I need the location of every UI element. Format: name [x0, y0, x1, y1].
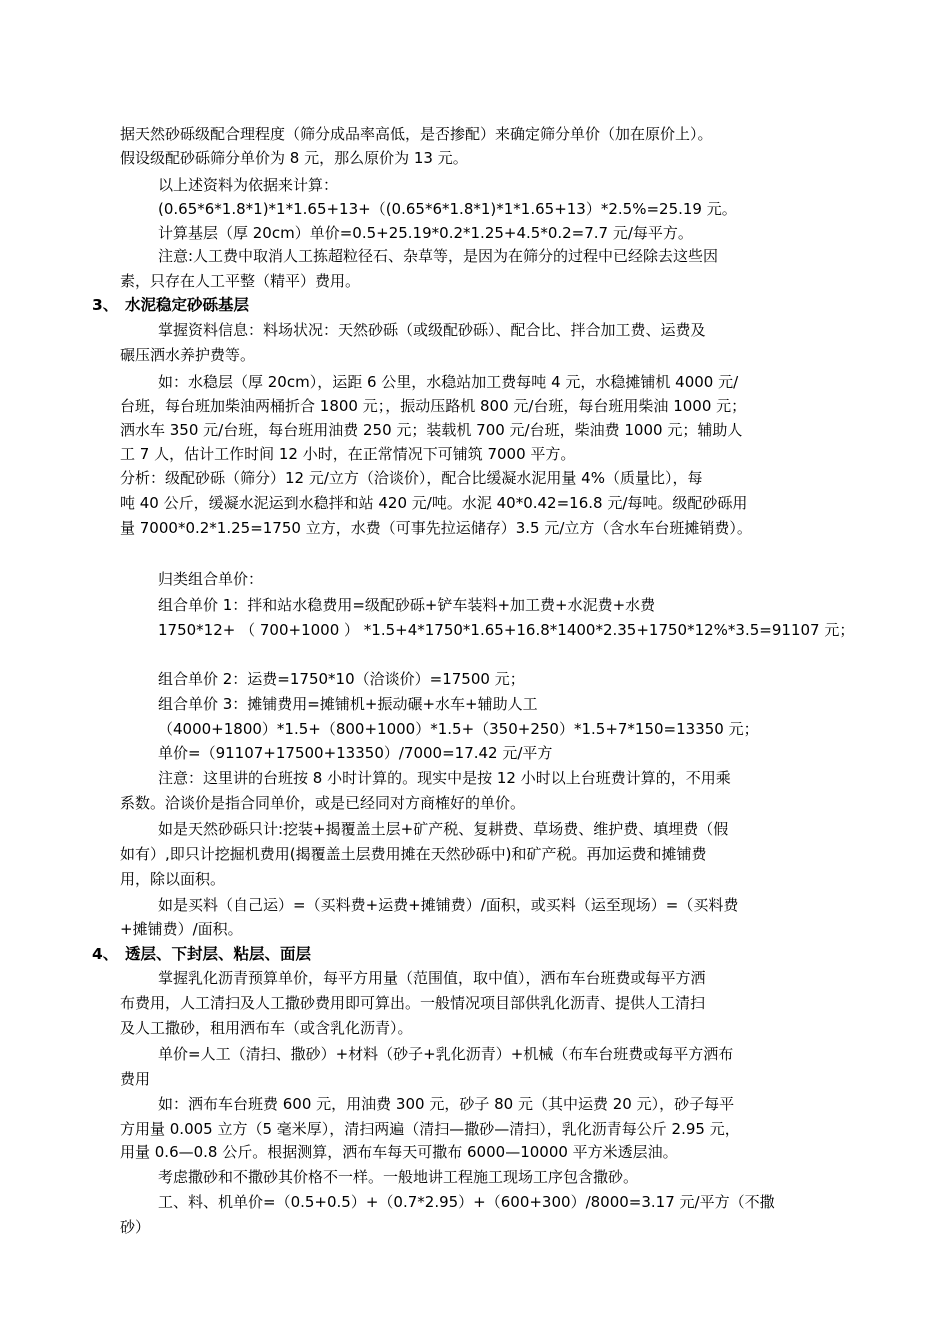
paragraph-line: 如：水稳层（厚 20cm），运距 6 公里，水稳站加工费每吨 4 元，水稳摊铺机 4000 元/ [158, 373, 739, 391]
paragraph-line: 台班，每台班加柴油两桶折合 1800 元；，振动压路机 800 元/台班，每台班用柴油 1000 元； [120, 397, 747, 415]
paragraph-line: 以上述资料为依据来计算： [158, 176, 339, 194]
section-heading-4 [92, 943, 311, 965]
paragraph-line: 用，除以面积。 [120, 870, 226, 888]
paragraph-line: 组合单价 2：运费=1750*10（洽谈价）=17500 元； [158, 670, 525, 688]
paragraph-line: 洒水车 350 元/台班，每台班用油费 250 元；装载机 700 元/台班，柴油费 1000 元；辅助人 [120, 421, 743, 439]
section-title: 水泥稳定砂砾基层 [125, 296, 250, 314]
paragraph-line: 碾压洒水养护费等。 [120, 346, 256, 364]
paragraph-line: 费用 [120, 1070, 151, 1088]
paragraph-line: 单价=人工（清扫、撒砂）+材料（砂子+乳化沥青）+机械（布车台班费或每平方洒布 [158, 1045, 734, 1063]
paragraph-line: 方用量 0.005 立方（5 毫米厚），清扫两遍（清扫—撒砂—清扫），乳化沥青每公斤 2.95 元， [120, 1120, 740, 1138]
paragraph-line: 据天然砂砾级配合理程度（筛分成品率高低，是否掺配）来确定筛分单价（加在原价上）。 [120, 125, 713, 143]
paragraph-line: 假设级配砂砾筛分单价为 8 元，那么原价为 13 元。 [120, 149, 468, 167]
paragraph-line: 组合单价 3：摊铺费用=摊铺机+振动碾+水车+辅助人工 [158, 695, 538, 713]
paragraph-line: 砂） [120, 1218, 151, 1236]
formula-line: 1750*12+ （ 700+1000 ） *1.5+4*1750*1.65+16.8*1400*2.35+1750*12%*3.5=91107 元； [158, 621, 855, 639]
formula-line: 单价=（91107+17500+13350）/7000=17.42 元/平方 [158, 744, 553, 762]
formula-line: 工、料、机单价=（0.5+0.5）+（0.7*2.95）+（600+300）/8000=3.17 元/平方（不撒 [158, 1193, 775, 1211]
formula-line: 计算基层（厚 20cm）单价=0.5+25.19*0.2*1.25+4.5*0.2=7.7 元/每平方。 [158, 224, 693, 242]
paragraph-line: 量 7000*0.2*1.25=1750 立方，水费（可事先拉运储存）3.5 元/立方（含水车台班摊销费）。 [120, 519, 752, 537]
paragraph-line: 用量 0.6—0.8 公斤。根据测算，洒布车每天可撒布 6000—10000 平方米透层油。 [120, 1143, 678, 1161]
formula-line: （4000+1800）*1.5+（800+1000）*1.5+（350+250）*1.5+7*150=13350 元； [158, 720, 759, 738]
section-number: 3、 [92, 296, 119, 314]
paragraph-line: 分析：级配砂砾（筛分）12 元/立方（洽谈价），配合比缓凝水泥用量 4%（质量比），每 [120, 469, 703, 487]
paragraph-line: 注意：这里讲的台班按 8 小时计算的。现实中是按 12 小时以上台班费计算的，不用乘 [158, 769, 731, 787]
paragraph-line: 掌握资料信息：料场状况：天然砂砾（或级配砂砾）、配合比、拌合加工费、运费及 [158, 321, 706, 339]
paragraph-line: 掌握乳化沥青预算单价，每平方用量（范围值，取中值），洒布车台班费或每平方洒 [158, 969, 706, 987]
paragraph-line: 布费用，人工清扫及人工撒砂费用即可算出。一般情况项目部供乳化沥青、提供人工清扫 [120, 994, 706, 1012]
paragraph-line: 工 7 人，估计工作时间 12 小时，在正常情况下可铺筑 7000 平方。 [120, 445, 576, 463]
paragraph-line: 及人工撒砂，租用洒布车（或含乳化沥青）。 [120, 1019, 413, 1037]
paragraph-line: 归类组合单价： [158, 570, 264, 588]
paragraph-line: 素，只存在人工平整（精平）费用。 [120, 272, 361, 290]
section-number: 4、 [92, 945, 119, 963]
paragraph-line: 吨 40 公斤，缓凝水泥运到水稳拌和站 420 元/吨。水泥 40*0.42=16.8 元/每吨。级配砂砾用 [120, 494, 748, 512]
paragraph-line: 如是天然砂砾只计:挖装+揭覆盖土层+矿产税、复耕费、草场费、维护费、填埋费（假 [158, 820, 729, 838]
paragraph-line: 如有）,即只计挖掘机费用(揭覆盖土层费用摊在天然砂砾中)和矿产税。再加运费和摊铺费 [120, 845, 707, 863]
paragraph-line: 如是买料（自己运）=（买料费+运费+摊铺费）/面积，或买料（运至现场）=（买料费 [158, 896, 739, 914]
formula-line: (0.65*6*1.8*1)*1*1.65+13+（(0.65*6*1.8*1)*1*1.65+13）*2.5%=25.19 元。 [158, 200, 737, 218]
section-title: 透层、下封层、粘层、面层 [125, 945, 312, 963]
paragraph-line: +摊铺费）/面积。 [120, 920, 243, 938]
paragraph-line: 组合单价 1：拌和站水稳费用=级配砂砾+铲车装料+加工费+水泥费+水费 [158, 596, 656, 614]
section-heading-3 [92, 294, 249, 316]
paragraph-line: 如：洒布车台班费 600 元，用油费 300 元，砂子 80 元（其中运费 20 元），砂子每平 [158, 1095, 735, 1113]
paragraph-line: 注意:人工费中取消人工拣超粒径石、杂草等，是因为在筛分的过程中已经除去这些因 [158, 247, 719, 265]
paragraph-line: 考虑撒砂和不撒砂其价格不一样。一般地讲工程施工现场工序包含撒砂。 [158, 1168, 639, 1186]
paragraph-line: 系数。洽谈价是指合同单价，或是已经同对方商榷好的单价。 [120, 794, 526, 812]
